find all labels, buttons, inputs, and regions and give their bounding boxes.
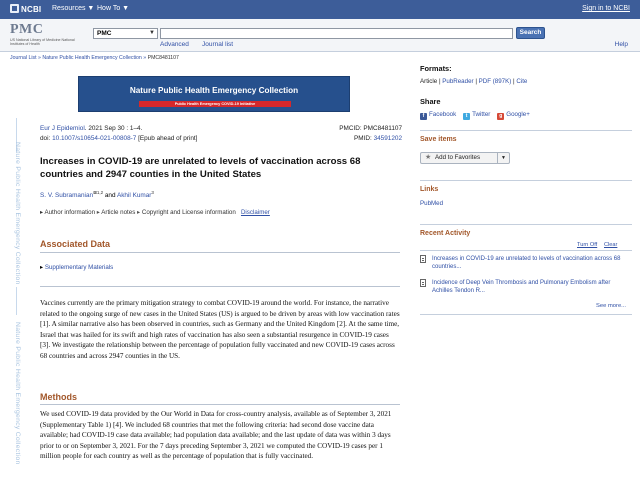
pubmed-link[interactable]: PubMed: [420, 200, 444, 207]
banner-strip: Public Health Emergency COVID-19 Initiative: [139, 101, 291, 107]
breadcrumb-collection[interactable]: Nature Public Health Emergency Collection: [42, 55, 142, 61]
star-icon: ★: [425, 154, 432, 161]
breadcrumb-journal-list[interactable]: Journal List: [10, 55, 37, 61]
chevron-down-icon[interactable]: ▼: [497, 153, 509, 163]
author-link[interactable]: S. V. Subramanian: [40, 192, 94, 200]
format-pdf-link[interactable]: PDF (897K): [478, 78, 512, 85]
share-facebook[interactable]: f Facebook: [420, 111, 456, 118]
journal-list-link[interactable]: Journal list: [202, 41, 234, 48]
advanced-search-link[interactable]: Advanced: [160, 41, 189, 48]
ncbi-logo-icon: [10, 4, 19, 13]
watermark-divider: [16, 287, 17, 315]
turn-off-link[interactable]: Turn Off: [577, 242, 598, 248]
banner-title: Nature Public Health Emergency Collection: [129, 86, 299, 95]
google-plus-icon: g: [499, 113, 503, 119]
help-link[interactable]: Help: [614, 41, 628, 48]
citation: Eur J Epidemiol. 2021 Sep 30 : 1–4.: [40, 125, 143, 132]
supplementary-materials: ▸ Supplementary Materials: [40, 264, 114, 271]
right-divider: [420, 180, 632, 181]
share-heading: Share: [420, 97, 441, 106]
methods-paragraph: We used COVID-19 data provided by the Our World in Data for cross-country analysis, available as of September 3, 2021 (Supplementary Table 1) [4]. We included 68 countries that met the following criteria: had second dose vaccine data available; had COVID-19 case data available; had population data available; and the last update of data was within 3 days prior to or on September 3, 2021. For the 7 days preceding September 3, 2021 we computed the COVID-19 cases per 1 million people for each country as well as the percentage of population that is fully vaccinated.: [40, 410, 392, 460]
pmc-logo[interactable]: PMC US National Library of Medicine National Institutes of Health: [10, 22, 75, 46]
author-information-toggle[interactable]: Author information: [44, 209, 96, 216]
article-title: Increases in COVID-19 are unrelated to levels of vaccination across 68 countries and 2947 counties in the United States: [40, 156, 361, 180]
document-icon: [420, 279, 426, 287]
article-info-links: ▸ Author information ▸ Article notes ▸ Copyright and License information Disclaimer: [40, 209, 270, 216]
twitter-icon: t: [463, 113, 470, 120]
methods-heading: Methods: [40, 392, 77, 402]
formats-heading: Formats:: [420, 64, 452, 73]
document-icon: [420, 255, 426, 263]
right-divider: [420, 314, 632, 315]
format-article: Article: [420, 78, 438, 85]
save-items-heading: Save items: [420, 136, 457, 143]
database-select[interactable]: PMC ▼: [93, 28, 158, 39]
see-more-link[interactable]: See more...: [596, 303, 626, 309]
article-notes-toggle[interactable]: Article notes: [101, 209, 136, 216]
format-pubreader-link[interactable]: PubReader: [442, 78, 474, 85]
copyright-toggle[interactable]: Copyright and License information: [141, 209, 236, 216]
sign-in-link[interactable]: Sign in to NCBI: [582, 5, 630, 12]
section-divider: [40, 252, 400, 253]
journal-link[interactable]: Eur J Epidemiol: [40, 125, 85, 132]
format-cite-link[interactable]: Cite: [516, 78, 528, 85]
intro-paragraph: Vaccines currently are the primary mitigation strategy to combat COVID-19 around the world. For instance, the narrative related to the ongoing surge of new cases in the United States (US) is argued to be driven by areas with low vaccination rates [1]. A similar narrative also has been observed in countries, such as Germany and the United Kingdom [2]. At the same time, Israel that was hailed for its swift and high rates of vaccination has also seen a substantial resurgence in COVID-19 cases [3]. We investigate the relationship between the percentage of population fully vaccinated and new COVID-19 cases across 68 countries and across 2947 counties in the US.: [40, 299, 400, 360]
links-heading: Links: [420, 186, 439, 193]
collection-watermark: Nature Public Health Emergency Collection: [14, 142, 21, 285]
disclaimer-link[interactable]: Disclaimer: [240, 209, 270, 216]
pmid-link[interactable]: 34591202: [373, 135, 402, 142]
right-divider: [420, 250, 632, 251]
ncbi-logo[interactable]: NCBI: [10, 4, 41, 14]
doi-line: doi: 10.1007/s10654-021-00808-7 [Epub ahead of print]: [40, 135, 198, 142]
facebook-icon: f: [420, 113, 427, 120]
add-to-favorites-button[interactable]: ★ Add to Favorites ▼: [420, 152, 510, 164]
recent-activity-heading: Recent Activity: [420, 230, 471, 237]
share-links: [420, 111, 530, 120]
section-divider: [40, 286, 400, 287]
breadcrumb: Journal List » Nature Public Health Emergency Collection » PMC8481107: [10, 55, 179, 61]
collection-banner[interactable]: [78, 76, 350, 112]
howto-menu[interactable]: How To ▼: [97, 5, 130, 12]
right-divider: [420, 130, 632, 131]
ncbi-top-bar: [0, 0, 640, 19]
search-input[interactable]: [160, 28, 513, 39]
right-divider: [420, 224, 632, 225]
section-divider: [40, 404, 400, 405]
supplementary-materials-link[interactable]: Supplementary Materials: [44, 264, 114, 271]
pmcid: PMCID: PMC8481107: [339, 125, 402, 132]
resources-menu[interactable]: Resources ▼: [52, 5, 95, 12]
share-google[interactable]: g Google+: [499, 111, 530, 119]
activity-item-link[interactable]: Incidence of Deep Vein Thrombosis and Pulmonary Embolism after Achilles Tendon R...: [432, 280, 611, 294]
doi-link[interactable]: 10.1007/s10654-021-00808-7: [52, 135, 137, 142]
search-bar: [0, 19, 640, 52]
breadcrumb-current: PMC8481107: [147, 55, 179, 61]
collection-watermark: Nature Public Health Emergency Collection: [14, 322, 21, 465]
clear-link[interactable]: Clear: [604, 242, 618, 248]
associated-data-heading: Associated Data: [40, 239, 111, 249]
author-link[interactable]: Akhil Kumar: [116, 192, 152, 200]
chevron-down-icon: ▼: [149, 30, 155, 36]
share-twitter[interactable]: t Twitter: [463, 111, 490, 118]
pmid-line: PMID: 34591202: [354, 135, 402, 142]
search-button[interactable]: Search: [516, 27, 545, 39]
formats-list: Article | PubReader | PDF (897K) | Cite: [420, 78, 528, 85]
activity-item-link[interactable]: Increases in COVID-19 are unrelated to levels of vaccination across 68 countries...: [432, 256, 621, 270]
author-list: S. V. Subramanian$^{⊠1,2}$ and Akhil Kumar$^3$: [40, 190, 154, 200]
